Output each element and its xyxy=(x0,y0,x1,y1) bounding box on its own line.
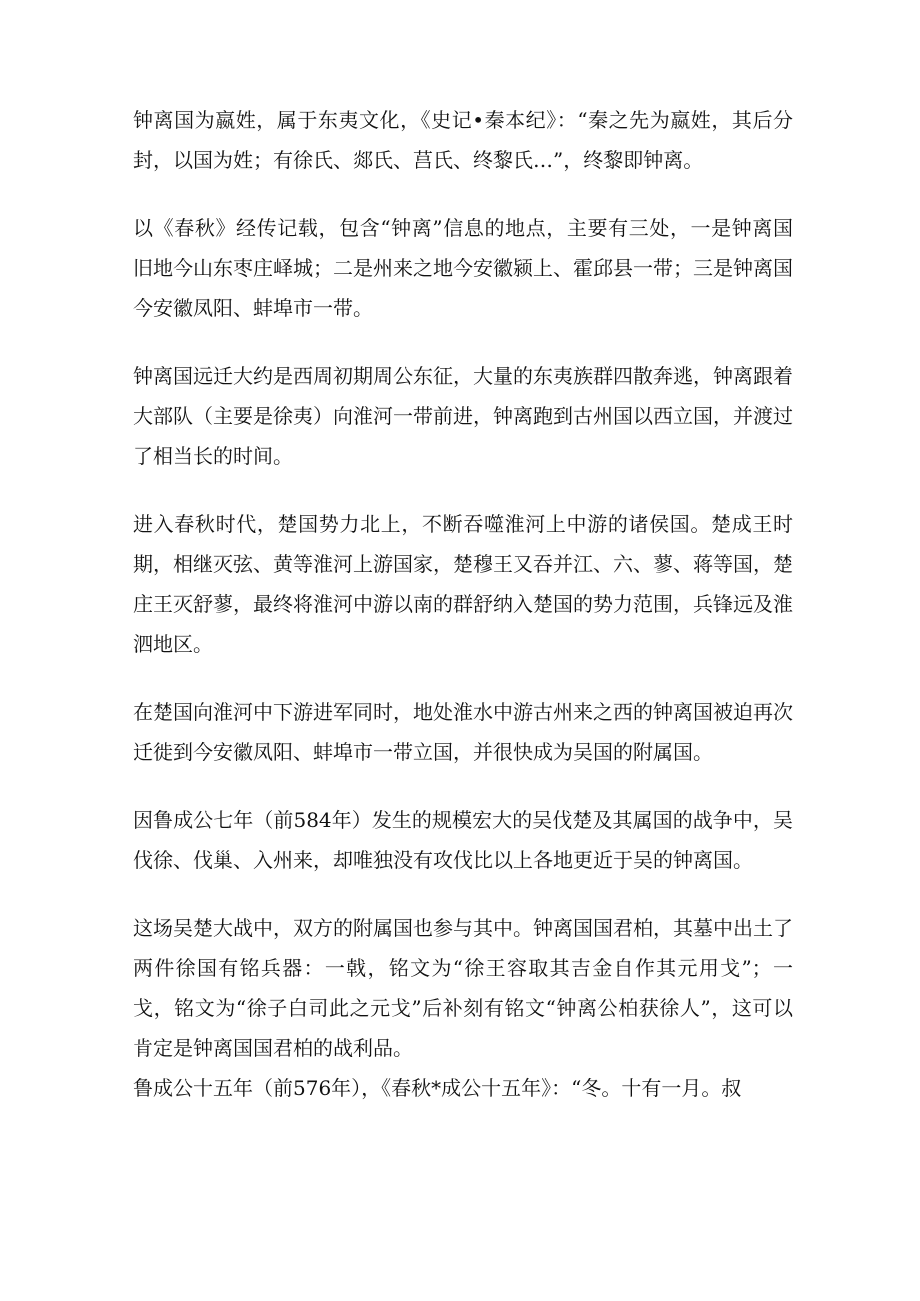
paragraph-3: 钟离国远迁大约是西周初期周公东征，大量的东夷族群四散奔逃，钟离跟着大部队（主要是徐夷）向淮河一带前进，钟离跑到古州国以西立国，并渡过了相当长的时间。 xyxy=(133,364,793,468)
paragraph-2: 以《春秋》经传记载，包含“钟离”信息的地点，主要有三处，一是钟离国旧地今山东枣庄峄城；二是州来之地今安徽颍上、霍邱县一带；三是钟离国今安徽凤阳、蚌埠市一带。 xyxy=(133,216,793,320)
paragraph-5: 在楚国向淮河中下游进军同时，地处淮水中游古州来之西的钟离国被迫再次迁徙到今安徽凤阳、蚌埠市一带立国，并很快成为吴国的附属国。 xyxy=(133,700,793,764)
paragraph-1: 钟离国为嬴姓，属于东夷文化，《史记•秦本纪》：“秦之先为嬴姓，其后分封，以国为姓；有徐氏、郯氏、莒氏、终黎氏…”，终黎即钟离。 xyxy=(133,108,793,172)
paragraph-8: 鲁成公十五年（前576年），《春秋*成公十五年》：“冬。十有一月。叔 xyxy=(133,1076,742,1100)
document-body xyxy=(133,100,793,1136)
paragraph-7: 这场吴楚大战中，双方的附属国也参与其中。钟离国国君柏，其墓中出土了两件徐国有铭兵器：一戟，铭文为“徐王容取其吉金自作其元用戈”；一戈，铭文为“徐子白司此之元戈”后补刻有铭文“钟离公柏获徐人”，这可以肯定是钟离国国君柏的战利品。 xyxy=(133,916,793,1060)
paragraph-4: 进入春秋时代，楚国势力北上，不断吞噬淮河上中游的诸侯国。楚成王时期，相继灭弦、黄等淮河上游国家，楚穆王又吞并江、六、蓼、蒋等国，楚庄王灭舒蓼，最终将淮河中游以南的群舒纳入楚国的势力范围，兵锋远及淮泗地区。 xyxy=(133,512,793,656)
paragraph-6: 因鲁成公七年（前584年）发生的规模宏大的吴伐楚及其属国的战争中，吴伐徐、伐巢、入州来，却唯独没有攻伐比以上各地更近于吴的钟离国。 xyxy=(133,808,793,872)
